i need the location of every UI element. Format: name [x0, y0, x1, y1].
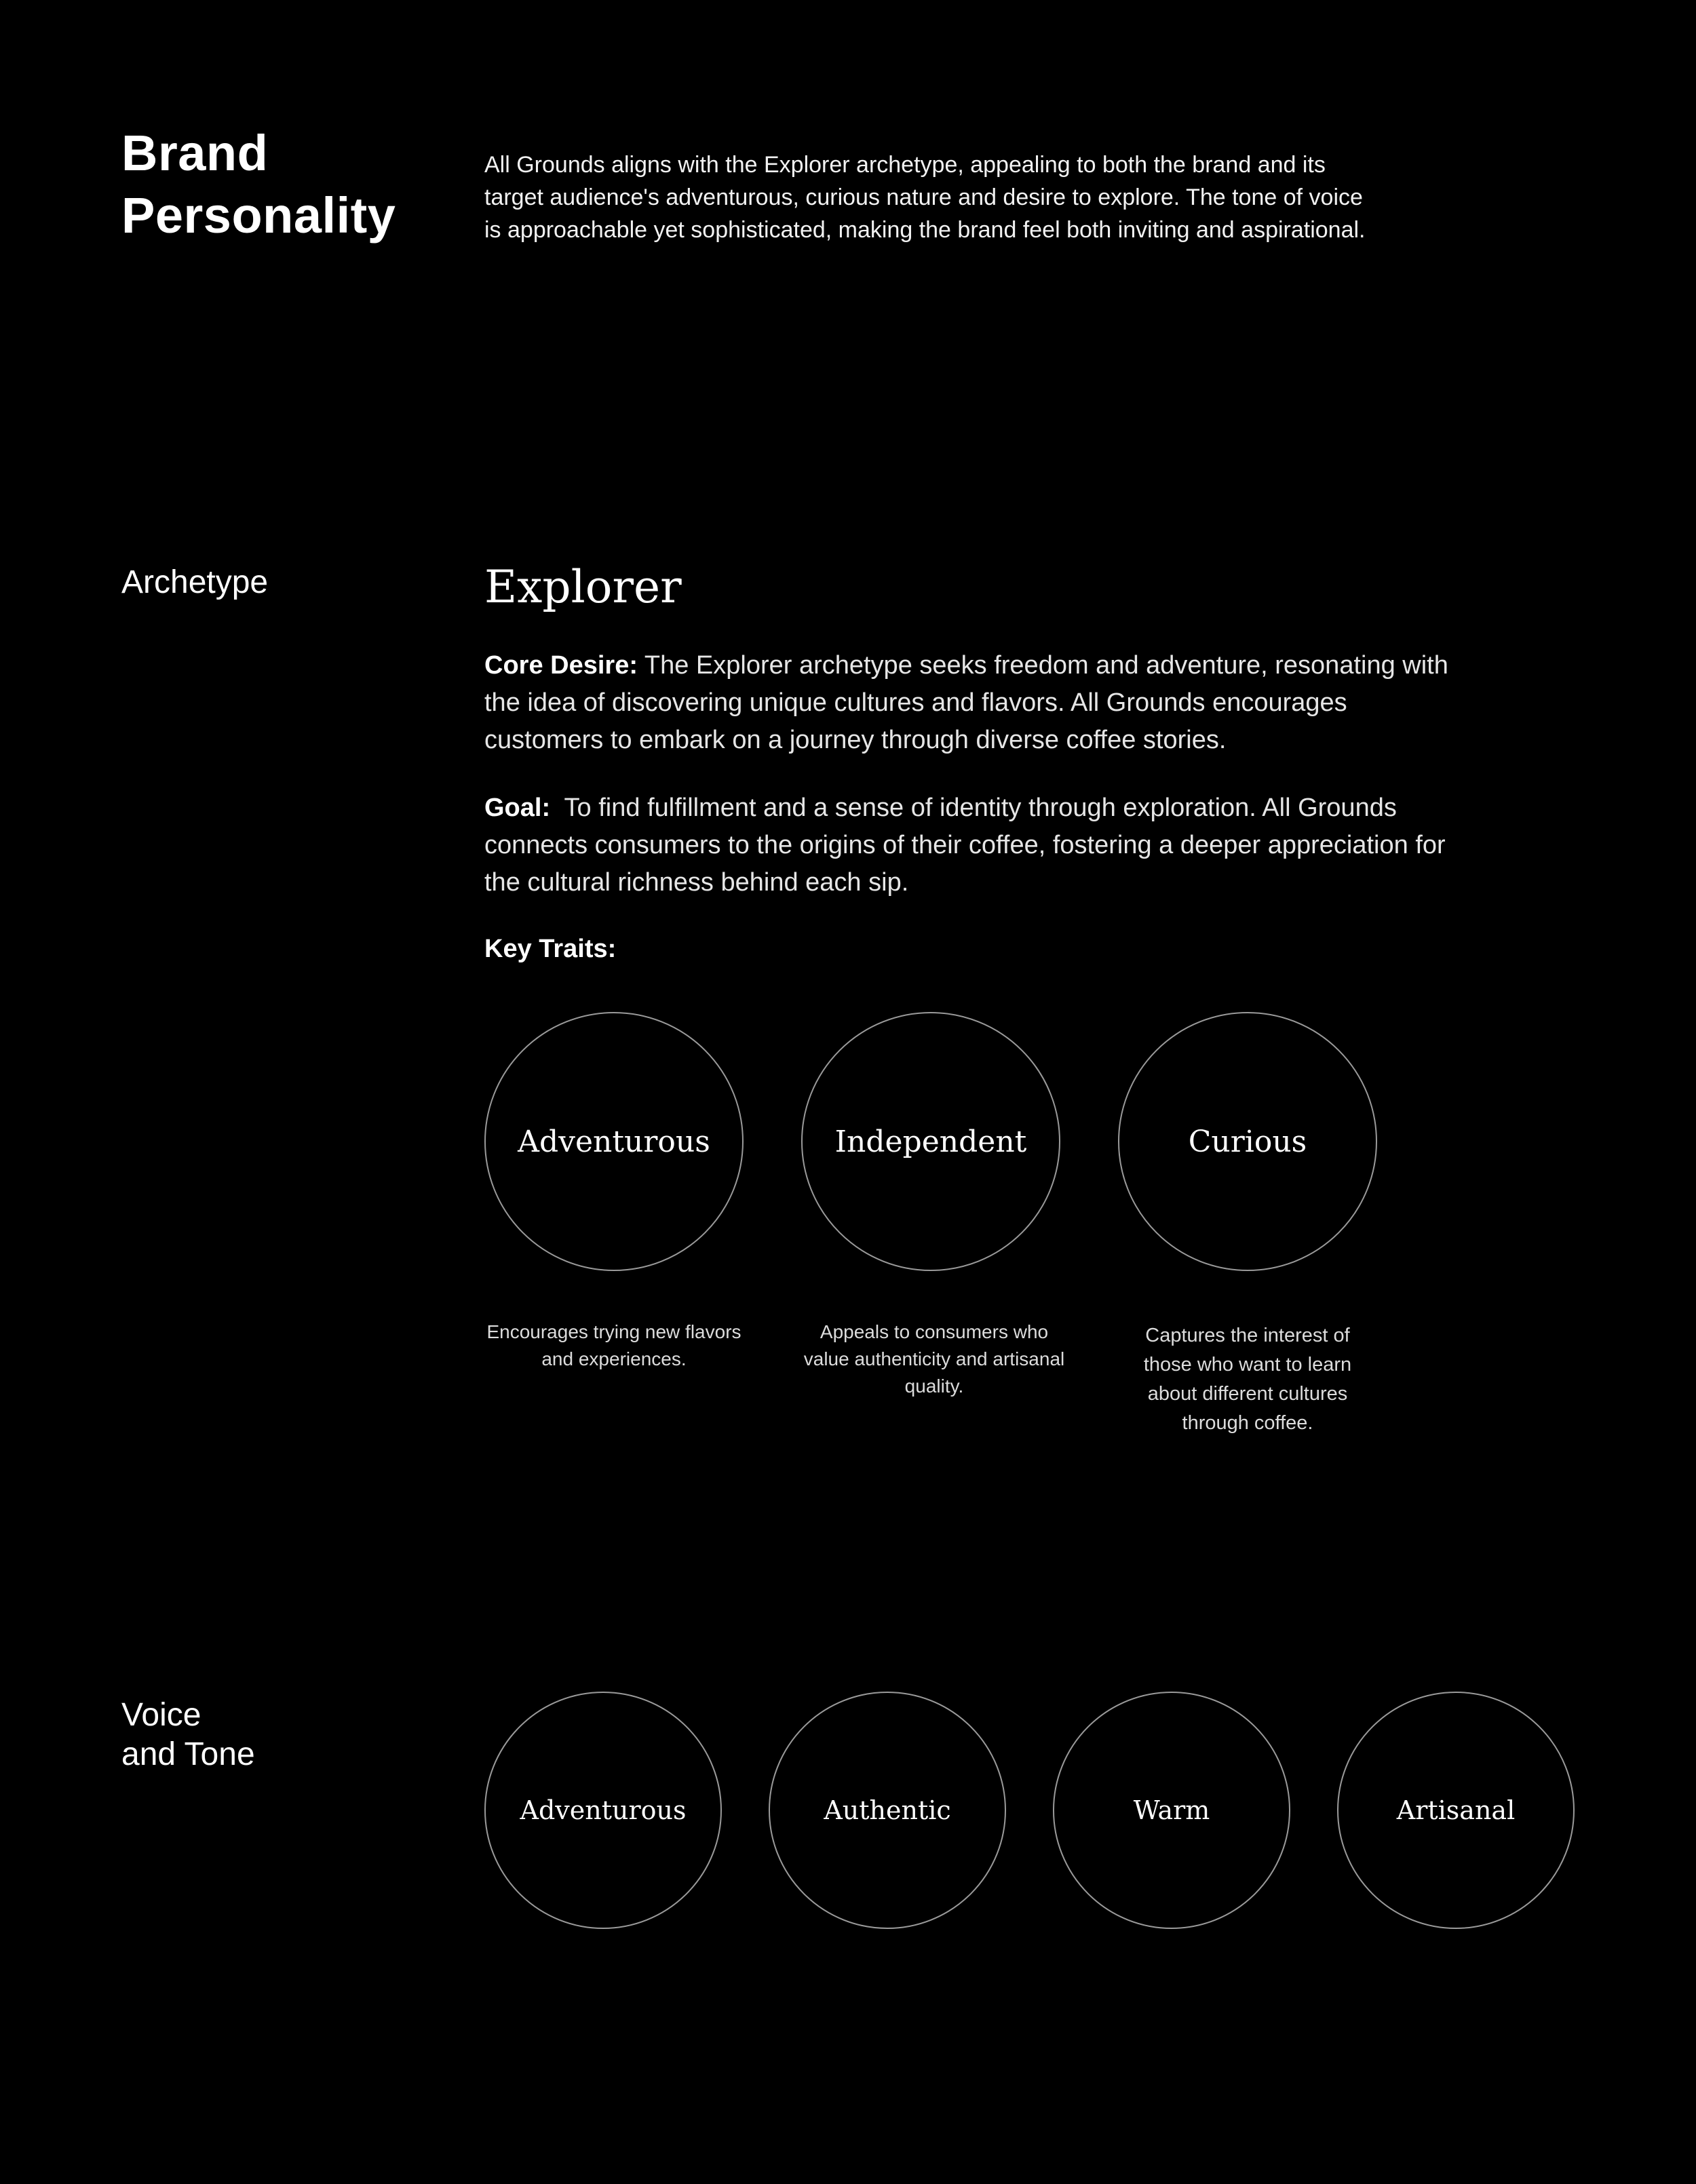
trait-name: Curious: [1188, 1124, 1307, 1159]
trait-circle-independent: [801, 1012, 1060, 1271]
brand-intro-paragraph: All Grounds aligns with the Explorer archetype, appealing to both the brand and its target audience's adventurous, curious nature and desire to explore. The tone of voice is approachable yet sophisticated, making the brand feel both inviting and aspirational.: [484, 152, 1366, 243]
trait-description-adventurous: Encourages trying new flavors and experiences.: [486, 1321, 741, 1369]
core-desire-text: The Explorer archetype seeks freedom and adventure, resonating with the idea of discovering unique cultures and flavors. All Grounds encourages customers to embark on a journey through diverse coffee stories.: [484, 651, 1448, 754]
core-desire-label: Core Desire:: [484, 651, 638, 680]
voice-circle-adventurous: [484, 1692, 722, 1929]
archetype-section-label: Archetype: [121, 564, 269, 600]
trait-description-curious: Captures the interest of those who want to learn about different cultures through coffee.: [1143, 1325, 1352, 1434]
voice-tone-name: Artisanal: [1396, 1795, 1516, 1825]
goal-text: To find fulfillment and a sense of identity through exploration. All Grounds connects consumers to the origins of their coffee, fostering a deeper appreciation for the cultural richness behind each sip.: [484, 794, 1453, 897]
voice-tone-name: Warm: [1133, 1795, 1210, 1825]
voice-tone-name: Adventurous: [520, 1795, 687, 1825]
voice-tone-name: Authentic: [824, 1795, 951, 1825]
page-title-line-2: Personality: [121, 187, 396, 243]
trait-circle-adventurous: [484, 1012, 744, 1271]
trait-name: Adventurous: [518, 1124, 710, 1159]
trait-name: Independent: [834, 1124, 1027, 1159]
key-traits-label: Key Traits:: [484, 935, 617, 963]
goal-paragraph: [484, 789, 1461, 901]
voice-circle-authentic: [769, 1692, 1006, 1929]
voice-tone-section-label: [121, 1696, 255, 1774]
voice-tone-label-line-2: and Tone: [121, 1736, 255, 1772]
trait-description-independent: Appeals to consumers who value authenticity and artisanal quality.: [803, 1321, 1065, 1397]
page-title-line-1: Brand: [121, 125, 269, 181]
goal-label: Goal:: [484, 794, 551, 822]
voice-circle-artisanal: [1337, 1692, 1575, 1929]
page-title: [121, 122, 396, 247]
core-desire-paragraph: [484, 647, 1461, 759]
voice-circle-warm: [1053, 1692, 1290, 1929]
trait-circle-curious: [1118, 1012, 1377, 1271]
archetype-name: Explorer: [484, 561, 682, 613]
voice-tone-label-line-1: Voice: [121, 1697, 201, 1733]
